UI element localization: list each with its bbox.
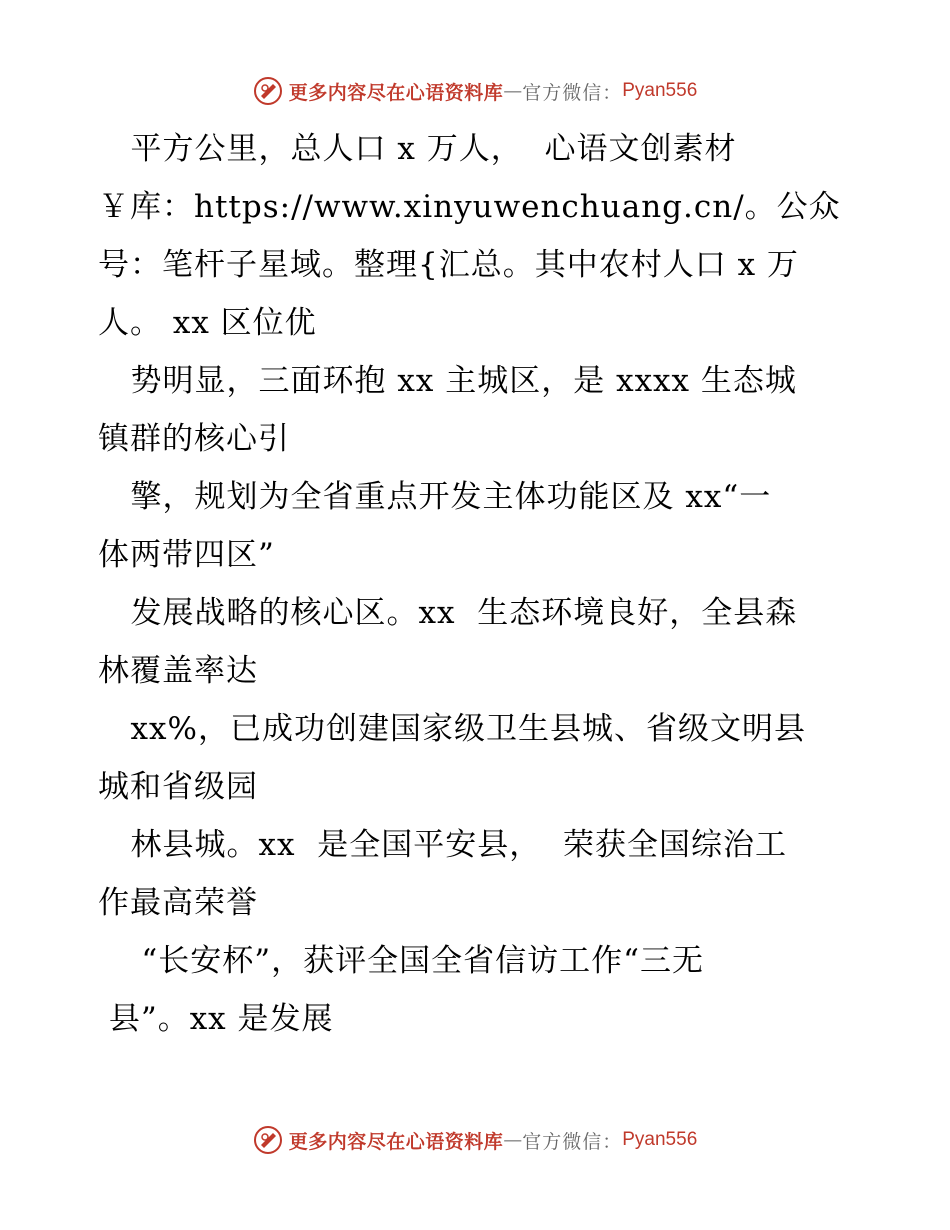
body-line: 势明显，三面环抱 xx 主城区，是 xxxx 生态城 bbox=[98, 363, 797, 399]
body-line: 擎，规划为全省重点开发主体功能区及 xx“一 bbox=[98, 479, 772, 515]
body-line: 体两带四区” bbox=[98, 537, 275, 573]
footer-dash: — bbox=[503, 1129, 523, 1151]
body-line: ￥库：https://www.xinyuwenchuang.cn/。公众 bbox=[98, 189, 841, 225]
footer-wechat-id: Pyan556 bbox=[622, 1129, 698, 1150]
body-line: 县”。xx 是发展 bbox=[98, 1001, 334, 1037]
body-line: 号：笔杆子星域。整理{汇总。其中农村人口 x 万 bbox=[98, 247, 799, 283]
body-line: 人。 xx 区位优 bbox=[98, 305, 317, 341]
body-line: 林县城。xx 是全国平安县， 荣获全国综治工 bbox=[98, 827, 787, 863]
body-line: 林覆盖率达 bbox=[98, 653, 258, 689]
header-wechat-id: Pyan556 bbox=[622, 80, 698, 101]
document-body bbox=[98, 120, 858, 1048]
body-line: 镇群的核心引 bbox=[98, 421, 290, 457]
header-brand-text: 更多内容尽在心语资料库 bbox=[288, 81, 504, 104]
body-line: “长安杯”，获评全国全省信访工作“三无 bbox=[98, 943, 704, 979]
footer-brand-text: 更多内容尽在心语资料库 bbox=[288, 1130, 504, 1153]
footer-banner bbox=[0, 1120, 950, 1160]
brand-logo-icon bbox=[253, 76, 283, 106]
body-line: 作最高荣誉 bbox=[98, 885, 258, 921]
header-wechat-label: 官方微信： bbox=[522, 81, 623, 104]
body-line: 发展战略的核心区。xx 生态环境良好，全县森 bbox=[98, 595, 798, 631]
header-dash: — bbox=[503, 80, 523, 102]
body-line: xx%，已成功创建国家级卫生县城、省级文明县 bbox=[98, 711, 806, 747]
header-banner bbox=[0, 71, 950, 111]
body-line: 城和省级园 bbox=[98, 769, 258, 805]
footer-wechat-label: 官方微信： bbox=[522, 1130, 623, 1153]
body-line: 平方公里，总人口 x 万人， 心语文创素材 bbox=[98, 131, 737, 167]
brand-logo-icon bbox=[253, 1125, 283, 1155]
